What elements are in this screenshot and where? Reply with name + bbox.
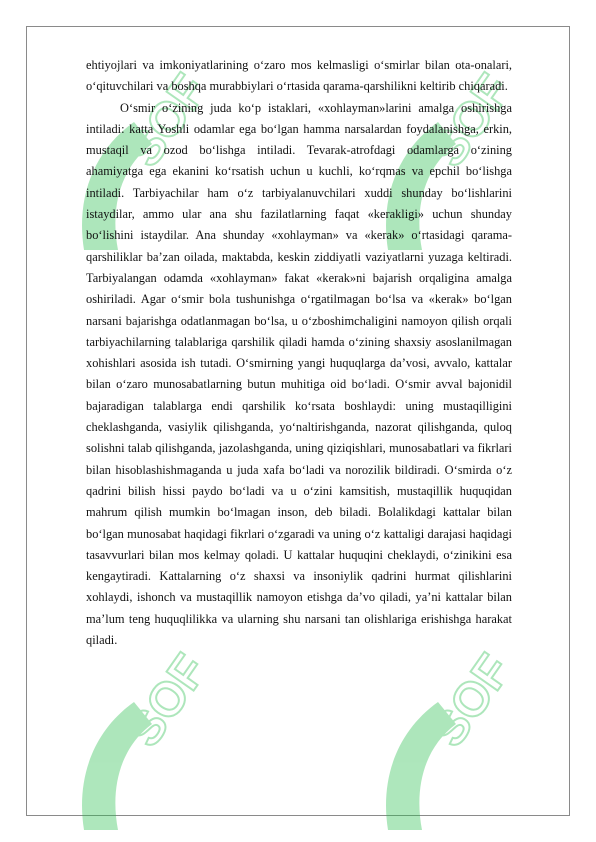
watermark-text: SOF — [117, 65, 218, 177]
watermark-text: SOF — [117, 645, 218, 757]
paragraph-continuation: ehtiyojlari va imkoniyatlarining o‘zaro mos kelmasligi o‘smirlar bilan ota-onalari, o‘qituvchilari va boshqa murabbiylari o‘rtasida qarama-qarshilikni keltirib chiqaradi. — [86, 58, 512, 94]
watermark-text: SOF — [421, 645, 522, 757]
paragraph-main: O‘smir o‘zining juda ko‘p istaklari, «xohlayman»larini amalga oshirishga intiladi: katta Yoshli odamlar ega bo‘lgan hamma narsalardan foydalanishga, erkin, mustaqil va ozod bo‘lishga intiladi. Tevarak-atrofdagi odamlarga o‘zining ahamiyatga ega ekanini ko‘rsatish uchun u kuchli, ko‘rqmas va epchil bo‘lishga intiladi. Tarbiyachilar ham o‘z tarbiyalanuvchilari xuddi shunday bo‘lishlarini istaydilar, ammo ular ana shu fazilatlarning faqat «kerakligi» uchun shunday bo‘lishini istaydilar. Ana shunday «xohlayman» va «kerak» o‘rtasidagi qarama-qarshiliklar ba’zan oilada, maktabda, keskin ziddiyatli vaziyatlarni yuzaga keltiradi. Tarbiyalangan odamda «xohlayman» fakat «kerak»ni bajarish orqaligina amalga oshiriladi. Agar o‘smir bola tushunishga o‘rgatilmagan bo‘lsa va «kerak» bo‘lgan narsani bajarishga odatlanmagan bo‘lsa, u o‘zboshimchaligini namoyon qilish orqali tarbiyachilarning talablariga qarshilik qiladi hamda o‘zining shaxsiy asoslanilmagan xohishlari asosida ish tutadi. O‘smirning yangi huquqlarga da’vosi, avvalo, kattalar bilan o‘zaro munosabatlarning butun muhitiga oid bo‘ladi. O‘smir avval bajonidil bajaradigan talablarga endi qarshilik ko‘rsata boshlaydi: uning mustaqilligini cheklashganda, vasiylik qilishganda, yo‘naltirishganda, nazorat qilishganda, quloq solishni talab qilishganda, jazolashganda, uning qiziqishlari, munosabatlari va fikrlari bilan hisoblashishmaganda u juda xafa bo‘ladi va norozilik bildiradi. O‘smirda o‘z qadrini bilish hissi paydo bo‘ladi va u o‘zini kamsitish, mustaqillik huquqidan mahrum qilish mumkin bo‘lmagan inson, deb biladi. Bolalikdagi kattalar bilan bo‘lgan munosabat haqidagi fikrlari o‘zgaradi va uning o‘z kattaligi darajasi haqidagi tasavvurlari bilan mos kelmay qoladi. U kattalar huquqini cheklaydi, o‘zinikini esa kengaytiradi. Kattalarning o‘z shaxsi va insoniylik qadrini hurmat qilishlarini xohlaydi, ishonch va mustaqillik namoyon etishga da’vo qiladi, ya’ni kattalar bilan ma’lum teng huquqlilikka va ularning shu narsani tan olishlariga erishishga harakat qiladi. — [86, 100, 512, 648]
watermark-text: SOF — [421, 65, 522, 177]
document-body — [86, 55, 512, 651]
